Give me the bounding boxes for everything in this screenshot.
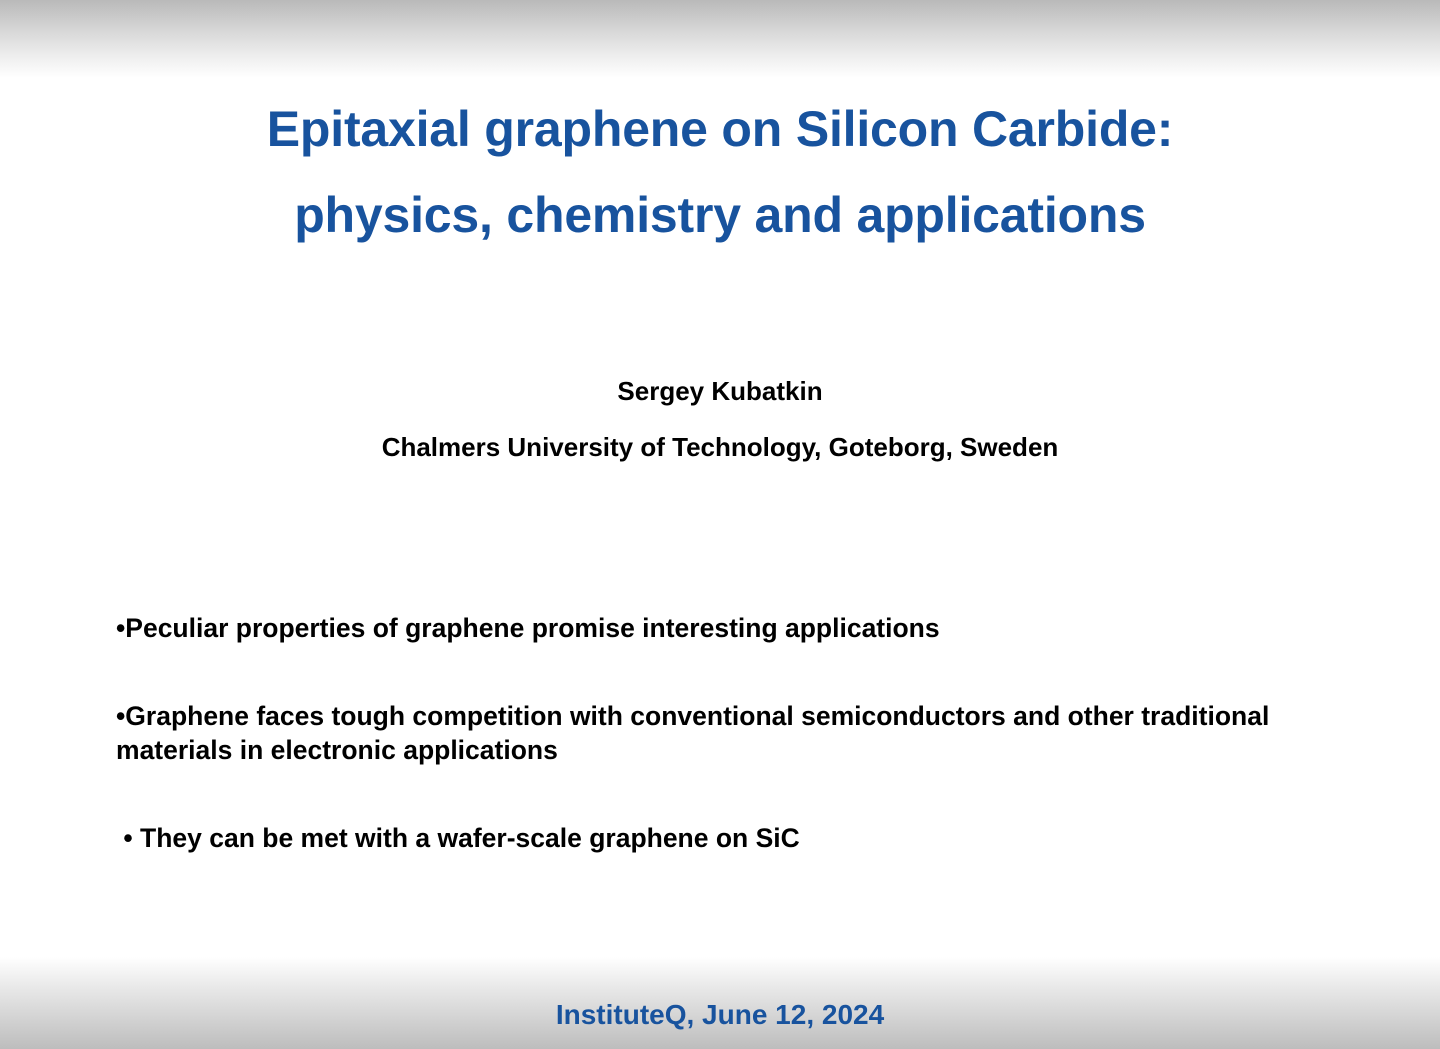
bullet-item: • They can be met with a wafer-scale graphene on SiC (116, 822, 800, 853)
top-gradient-band (0, 0, 1440, 78)
bullet-item: •Graphene faces tough competition with conventional semiconductors and other traditional materials in electronic applications (116, 700, 1277, 765)
slide-title-line-2: physics, chemistry and applications (294, 187, 1146, 243)
bullet-list (116, 612, 1376, 856)
author-name: Sergey Kubatkin (617, 376, 823, 406)
bullet-item: •Peculiar properties of graphene promise interesting applications (116, 613, 940, 643)
author-affiliation: Chalmers University of Technology, Goteborg, Sweden (381, 432, 1059, 462)
slide-title-line-1: Epitaxial graphene on Silicon Carbide: (266, 101, 1174, 157)
slide-title (0, 100, 1440, 244)
author-block (0, 378, 1440, 460)
slide-footer: InstituteQ, June 12, 2024 (555, 999, 885, 1030)
